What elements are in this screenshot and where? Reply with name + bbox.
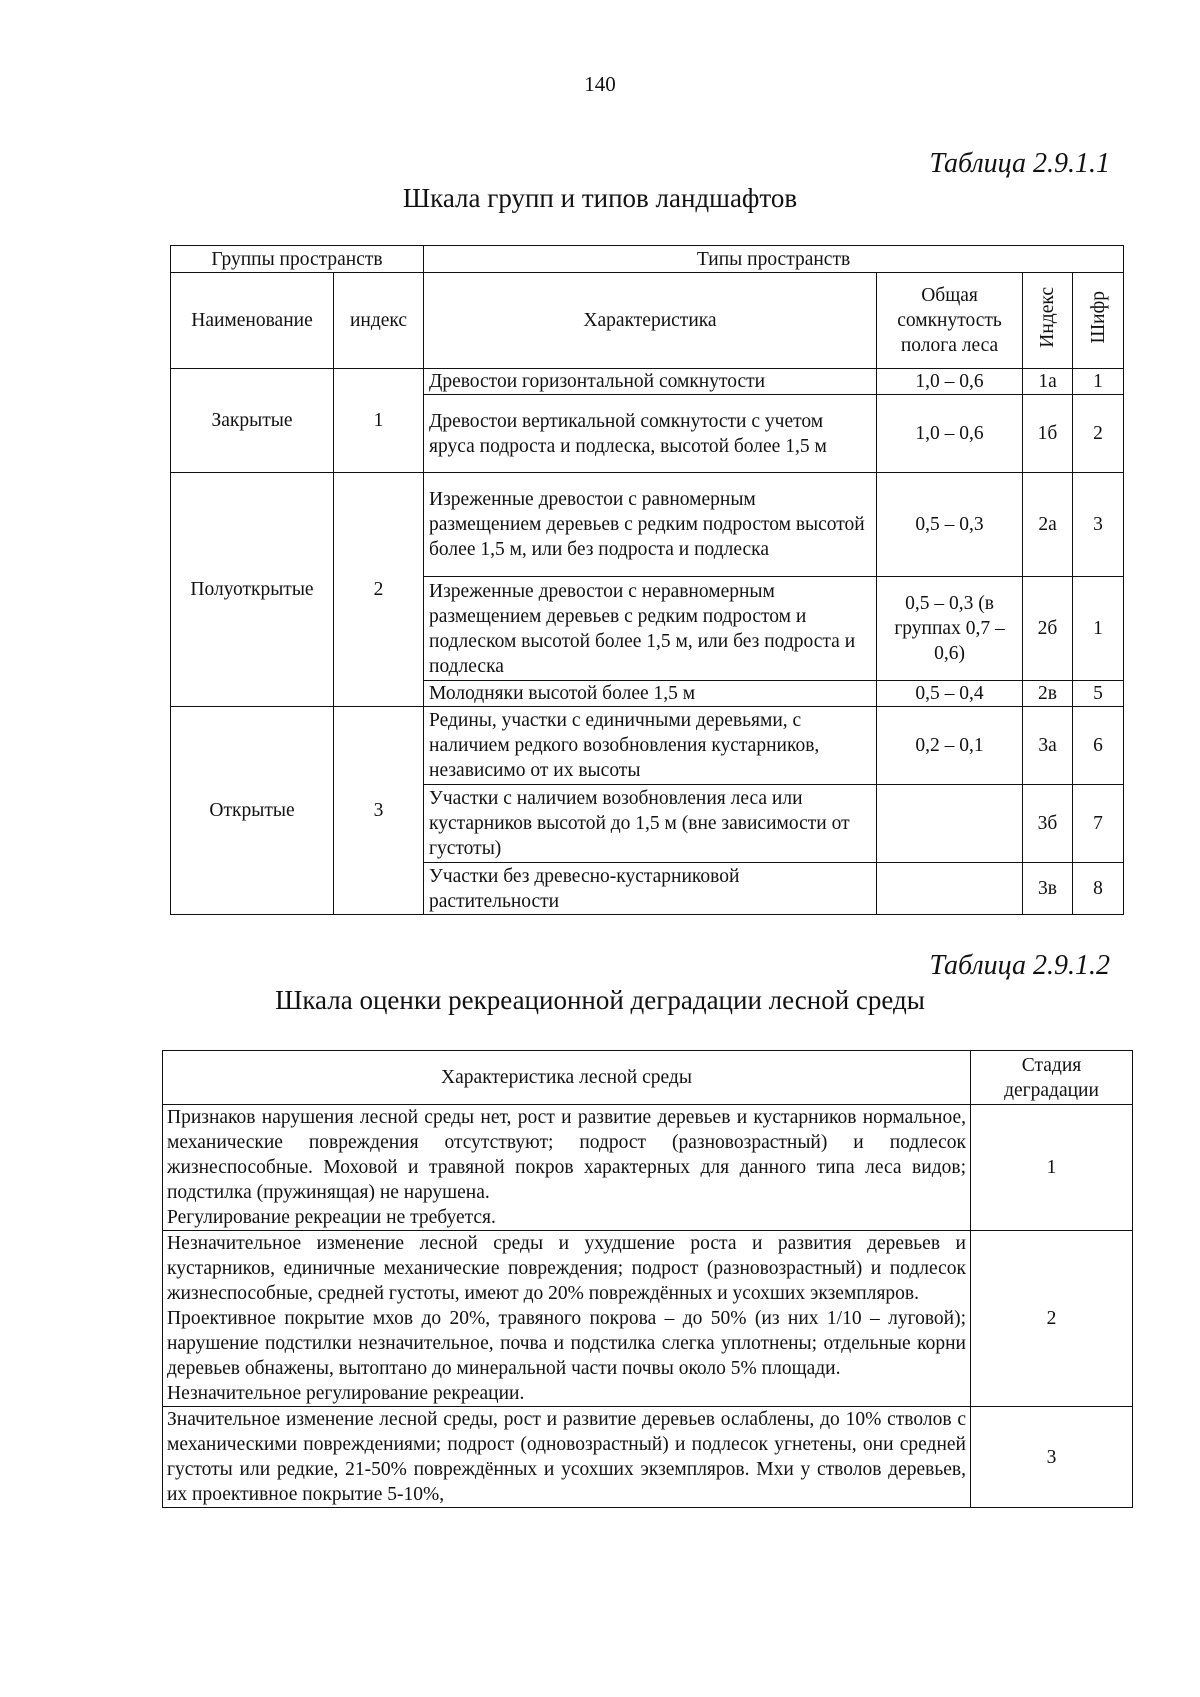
table-row [163, 1105, 1133, 1231]
row-characteristic: Участки с наличием возобновления леса или кустарников высотой до 1,5 м (вне зависимости от густоты) [424, 785, 877, 863]
row-stage: 3 [971, 1407, 1133, 1508]
row-characteristic: Редины, участки с единичными деревьями, с наличием редкого возобновления кустарников, независимо от их высоты [424, 707, 877, 785]
row-stage: 2 [971, 1231, 1133, 1407]
table1-label: Таблица 2.9.1.1 [929, 148, 1110, 179]
group-index: 3 [334, 707, 424, 915]
row-characteristic: Незначительное изменение лесной среды и ухудшение роста и развития деревьев и кустарников, единичные механические повреждения; подрост (разновозрастный) и подлесок жизнеспособные, средней густоты, имеют до 20% повреждённых и усохших экземпляров. Проективное покрытие мхов до 20%, травяного покрова – до 50% (из них 1/10 – луговой); нарушение подстилки незначительное, почва и подстилка слегка уплотнены; отдельные корни деревьев обнажены, вытоптано до минеральной части почвы около 5% площади. Незначительное регулирование рекреации. [163, 1231, 971, 1407]
row-characteristic: Значительное изменение лесной среды, рост и развитие деревьев ослаблены, до 10% стволов с механическими повреждениями; подрост (одновозрастный) и подлесок угнетены, они средней густоты или редкие, 21-50% повреждённых и усохших экземпляров. Мхи у стволов деревьев, их проективное покрытие 5-10%, [163, 1407, 971, 1508]
header-closure: Общая сомкнутость полога леса [877, 273, 1023, 369]
group-name: Закрытые [171, 369, 334, 473]
header-groups: Группы пространств [171, 246, 424, 273]
row-index: 3в [1023, 863, 1073, 915]
table-row [163, 1231, 1133, 1407]
group-index: 2 [334, 473, 424, 707]
row-characteristic: Древостои горизонтальной сомкнутости [424, 369, 877, 395]
table-row [163, 1407, 1133, 1508]
row-code: 5 [1073, 681, 1124, 707]
row-code: 2 [1073, 395, 1124, 473]
header-stage: Стадия деградации [971, 1051, 1133, 1105]
row-closure: 0,5 – 0,3 (в группах 0,7 – 0,6) [877, 577, 1023, 681]
row-closure: 1,0 – 0,6 [877, 369, 1023, 395]
table1-title: Шкала групп и типов ландшафтов [402, 183, 798, 213]
group-name: Полуоткрытые [171, 473, 334, 707]
table2-title: Шкала оценки рекреационной деградации лесной среды [275, 985, 925, 1015]
row-closure: 0,5 – 0,4 [877, 681, 1023, 707]
row-characteristic: Участки без древесно-кустарниковой растительности [424, 863, 877, 915]
row-closure: 0,5 – 0,3 [877, 473, 1023, 577]
header-characteristic: Характеристика [424, 273, 877, 369]
degradation-scale-table [162, 1050, 1133, 1508]
row-characteristic: Признаков нарушения лесной среды нет, рост и развитие деревьев и кустарников нормальное, механические повреждения отсутствуют; подрост (разновозрастный) и подлесок жизнеспособные. Моховой и травяной покров характерных для данного типа леса видов; подстилка (пружинящая) не нарушена. Регулирование рекреации не требуется. [163, 1105, 971, 1231]
row-closure [877, 863, 1023, 915]
row-index: 1а [1023, 369, 1073, 395]
row-index: 1б [1023, 395, 1073, 473]
table-row [171, 369, 1124, 395]
row-code: 1 [1073, 577, 1124, 681]
row-characteristic: Изреженные древостои с неравномерным размещением деревьев с редким подростом и подлеском высотой более 1,5 м, или без подроста и подлеска [424, 577, 877, 681]
row-closure: 1,0 – 0,6 [877, 395, 1023, 473]
table-row [171, 707, 1124, 785]
row-index: 2в [1023, 681, 1073, 707]
landscape-types-table [170, 245, 1124, 915]
row-code: 1 [1073, 369, 1124, 395]
row-index: 2а [1023, 473, 1073, 577]
row-characteristic: Молодняки высотой более 1,5 м [424, 681, 877, 707]
header-characteristic: Характеристика лесной среды [163, 1051, 971, 1105]
row-characteristic: Изреженные древостои с равномерным размещением деревьев с редким подростом высотой более 1,5 м, или без подроста и подлеска [424, 473, 877, 577]
row-code: 8 [1073, 863, 1124, 915]
row-index: 2б [1023, 577, 1073, 681]
header-types: Типы пространств [424, 246, 1124, 273]
row-stage: 1 [971, 1105, 1133, 1231]
row-code: 7 [1073, 785, 1124, 863]
table2-label: Таблица 2.9.1.2 [929, 950, 1110, 981]
row-characteristic: Древостои вертикальной сомкнутости с учетом яруса подроста и подлеска, высотой более 1,5 м [424, 395, 877, 473]
header-name: Наименование [171, 273, 334, 369]
row-code: 3 [1073, 473, 1124, 577]
row-index: 3б [1023, 785, 1073, 863]
page-number: 140 [584, 72, 616, 96]
group-index: 1 [334, 369, 424, 473]
row-index: 3а [1023, 707, 1073, 785]
header-index: индекс [334, 273, 424, 369]
row-closure: 0,2 – 0,1 [877, 707, 1023, 785]
table-row [171, 473, 1124, 577]
row-closure [877, 785, 1023, 863]
group-name: Открытые [171, 707, 334, 915]
row-code: 6 [1073, 707, 1124, 785]
header-code: Шифр [1073, 273, 1124, 369]
header-index2: Индекс [1023, 273, 1073, 369]
